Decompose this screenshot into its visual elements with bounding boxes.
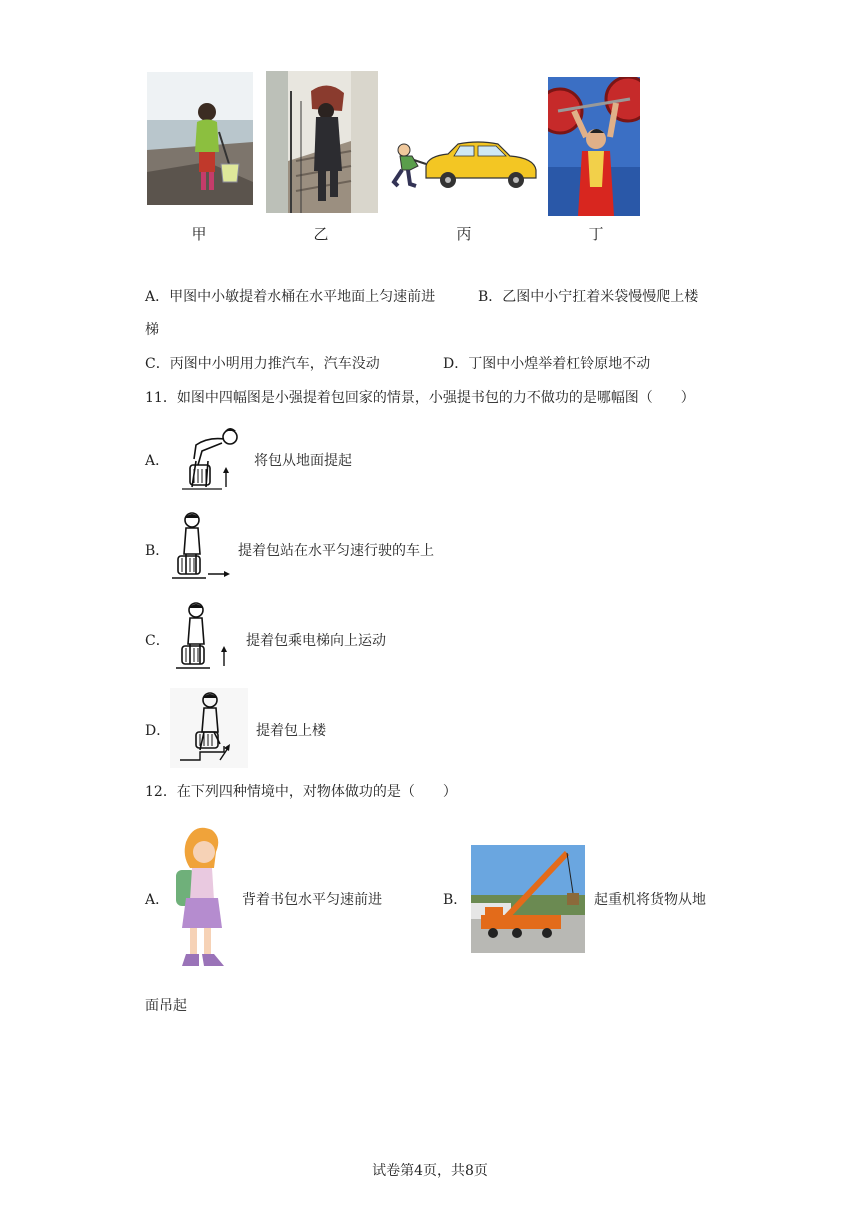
q11-option-a-letter: A． xyxy=(145,453,170,469)
q10-option-b-continued: 梯 xyxy=(145,322,159,338)
sketch-holding-bag-in-elevator xyxy=(170,598,236,676)
q11-option-b-letter: B． xyxy=(145,543,170,559)
q11-option-c-text: 提着包乘电梯向上运动 xyxy=(246,633,386,649)
sketch-holding-bag-on-moving-car xyxy=(166,508,232,586)
page-footer: 试卷第4页，共8页 xyxy=(372,1163,488,1179)
photo-girl-with-bucket xyxy=(147,72,253,205)
q10-option-d: D．丁图中小煌举着杠铃原地不动 xyxy=(443,356,651,372)
q10-option-b: B．乙图中小宁扛着米袋慢慢爬上楼 xyxy=(478,289,699,305)
q12-option-b-letter: B． xyxy=(443,892,468,908)
sketch-holding-bag-going-upstairs xyxy=(170,688,248,768)
q12-option-a-letter: A． xyxy=(145,892,170,908)
photo-boy-carrying-rice-bag-upstairs xyxy=(266,71,378,213)
q11-option-c-letter: C． xyxy=(145,633,170,649)
caption-jia: 甲 xyxy=(191,225,207,243)
q10-option-c: C．丙图中小明用力推汽车，汽车没动 xyxy=(145,356,380,372)
photo-weightlifter-holding-barbell xyxy=(548,77,640,216)
q12-option-a-text: 背着书包水平匀速前进 xyxy=(242,892,382,908)
caption-ding: 丁 xyxy=(588,225,604,243)
q12-option-b-continued: 面吊起 xyxy=(145,998,187,1014)
q11-option-a-text: 将包从地面提起 xyxy=(254,453,352,469)
caption-bing: 丙 xyxy=(456,225,472,243)
clipart-boy-pushing-car xyxy=(388,140,540,192)
clipart-girl-with-backpack xyxy=(172,822,228,972)
q11-option-d-text: 提着包上楼 xyxy=(256,723,326,739)
q11-option-b-text: 提着包站在水平匀速行驶的车上 xyxy=(238,543,434,559)
q12-option-b-text: 起重机将货物从地 xyxy=(594,892,706,908)
q10-option-a: A．甲图中小敏提着水桶在水平地面上匀速前进 xyxy=(145,289,436,305)
sketch-lifting-bag-from-ground xyxy=(178,425,242,495)
q11-stem: 11．如图中四幅图是小强提着包回家的情景，小强提书包的力不做功的是哪幅图（ ） xyxy=(145,390,695,406)
photo-crane-lifting-cargo xyxy=(471,845,585,953)
q11-option-d-letter: D． xyxy=(145,723,171,739)
caption-yi: 乙 xyxy=(313,225,329,243)
q12-stem: 12．在下列四种情境中，对物体做功的是（ ） xyxy=(145,784,457,800)
